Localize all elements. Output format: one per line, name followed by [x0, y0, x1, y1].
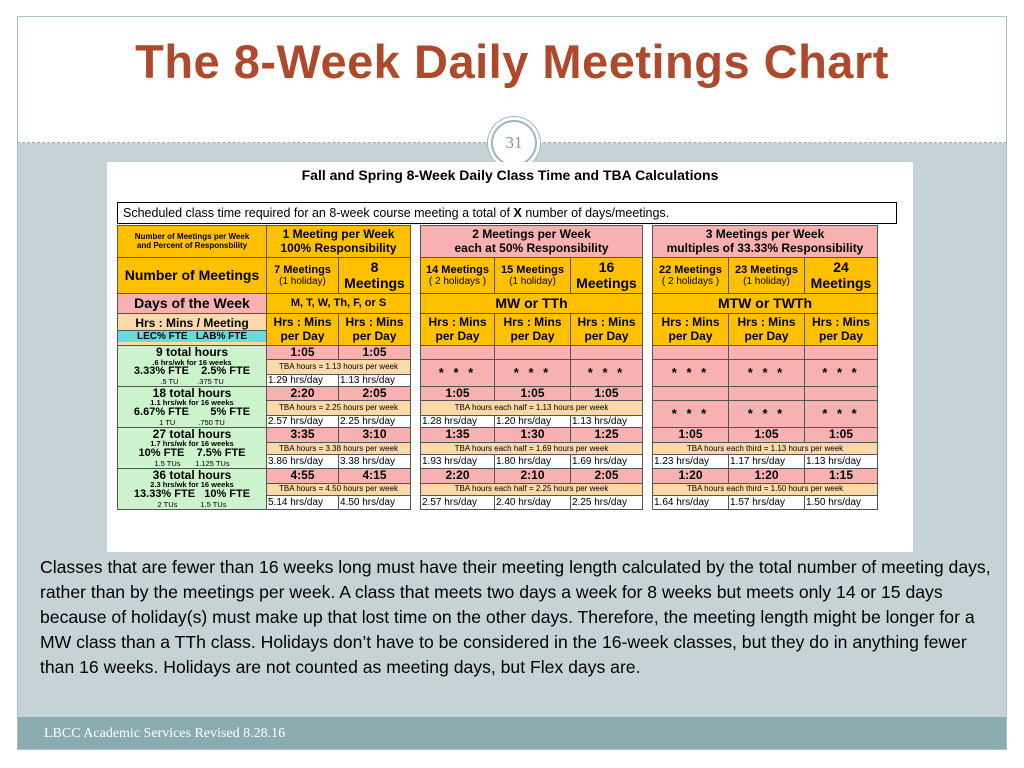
meetings-grid	[117, 225, 878, 510]
group2-header: 2 Meetings per Week each at 50% Responsibility	[421, 226, 643, 258]
tba-cell: TBA hours each half = 2.25 hours per week	[421, 484, 643, 496]
time-cell: 2:20	[267, 386, 339, 400]
tba-cell: TBA hours each half = 1.69 hours per week	[421, 443, 643, 455]
hrs-day-cell: 1.64 hrs/day	[653, 496, 729, 509]
corner-header: Number of Meetings per Week and Percent of Responsbility	[118, 226, 267, 258]
num-meetings-label: Number of Meetings	[118, 258, 267, 294]
tba-cell: TBA hours each third = 1.50 hours per week	[653, 484, 878, 496]
time-cell: 1:05	[421, 386, 495, 400]
hrs-day-cell: 1.50 hrs/day	[805, 496, 878, 509]
tba-cell: TBA hours = 3.38 hours per week	[267, 443, 411, 455]
hrs-day-cell: 1.80 hrs/day	[495, 455, 571, 468]
hrs-day-cell: 1.23 hrs/day	[653, 455, 729, 468]
hrs-day-cell: 2.25 hrs/day	[571, 496, 643, 509]
time-cell: 1:05	[571, 386, 643, 400]
hrs-day-cell: 1.13 hrs/day	[571, 415, 643, 427]
hrs-day-cell: 3.38 hrs/day	[339, 455, 411, 468]
na-cell: * * *	[729, 401, 805, 428]
slide-title: The 8-Week Daily Meetings Chart	[135, 35, 889, 88]
footer-bar	[18, 717, 1006, 749]
meetings-cell: 8 Meetings	[339, 258, 411, 294]
time-cell: 2:05	[339, 386, 411, 400]
days-cell: M, T, W, Th, F, or S	[267, 294, 411, 314]
meetings-cell: 16 Meetings	[571, 258, 643, 294]
hrs-day-cell: 1.28 hrs/day	[421, 415, 495, 427]
hrs-day-cell: 2.57 hrs/day	[421, 496, 495, 509]
hrs-label: Hrs : Mins / Meeting LEC% FTE LAB% FTE	[118, 314, 267, 346]
meetings-cell: 14 Meetings ( 2 holidays )	[421, 258, 495, 294]
tba-cell: TBA hours = 2.25 hours per week	[267, 401, 411, 416]
hrs-day-cell: 1.13 hrs/day	[339, 374, 411, 386]
time-cell: 3:35	[267, 427, 339, 443]
hrs-day-cell: 1.93 hrs/day	[421, 455, 495, 468]
na-cell: * * *	[653, 360, 729, 387]
hrs-day-cell: 2.25 hrs/day	[339, 415, 411, 427]
col-head: Hrs : Mins per Day	[729, 314, 805, 346]
group3-header: 3 Meetings per Week multiples of 33.33% Responsibility	[653, 226, 878, 258]
time-cell: 2:10	[495, 468, 571, 484]
time-cell: 1:20	[653, 468, 729, 484]
meetings-cell: 23 Meetings (1 holiday)	[729, 258, 805, 294]
meetings-cell: 24 Meetings	[805, 258, 878, 294]
days-label: Days of the Week	[118, 294, 267, 314]
tba-cell: TBA hours each third = 1.13 hours per week	[653, 443, 878, 455]
time-cell: 4:55	[267, 468, 339, 484]
row-label-27: 27 total hours 1.7 hrs/wk for 16 weeks 10% FTE 7.5% FTE 1.5 TUs 1.125 TUs	[118, 427, 267, 468]
na-cell: * * *	[805, 401, 878, 428]
hrs-day-cell: 1.17 hrs/day	[729, 455, 805, 468]
time-cell: 1:05	[339, 346, 411, 360]
na-cell: * * *	[571, 360, 643, 387]
time-cell: 1:35	[421, 427, 495, 443]
col-head: Hrs : Mins per Day	[339, 314, 411, 346]
na-cell: * * *	[495, 360, 571, 387]
row-label-9: 9 total hours .6 hrs/wk for 16 weeks 3.33% FTE 2.5% FTE .5 TU .375 TU	[118, 346, 267, 387]
hrs-day-cell: 1.20 hrs/day	[495, 415, 571, 427]
days-cell: MTW or TWTh	[653, 294, 878, 314]
group1-header: 1 Meeting per Week 100% Responsibility	[267, 226, 411, 258]
time-cell: 1:25	[571, 427, 643, 443]
col-head: Hrs : Mins per Day	[805, 314, 878, 346]
hrs-day-cell: 4.50 hrs/day	[339, 496, 411, 509]
col-head: Hrs : Mins per Day	[267, 314, 339, 346]
time-cell: 1:05	[729, 427, 805, 443]
hrs-day-cell: 3.86 hrs/day	[267, 455, 339, 468]
page-number-badge: 31	[491, 120, 537, 166]
time-cell: 3:10	[339, 427, 411, 443]
table-title: Fall and Spring 8-Week Daily Class Time and TBA Calculations	[301, 167, 719, 183]
time-cell: 1:15	[805, 468, 878, 484]
time-cell: 1:05	[495, 386, 571, 400]
time-cell: 1:05	[267, 346, 339, 360]
hrs-day-cell: 5.14 hrs/day	[267, 496, 339, 509]
row-label-36: 36 total hours 2.3 hrs/wk for 16 weeks 13.33% FTE 10% FTE 2 TUs 1.5 TUs	[118, 468, 267, 509]
col-head: Hrs : Mins per Day	[495, 314, 571, 346]
meetings-cell: 7 Meetings (1 holiday)	[267, 258, 339, 294]
hrs-day-cell: 1.13 hrs/day	[805, 455, 878, 468]
col-head: Hrs : Mins per Day	[653, 314, 729, 346]
na-cell: * * *	[421, 360, 495, 387]
na-cell: * * *	[729, 360, 805, 387]
hrs-day-cell: 1.29 hrs/day	[267, 374, 339, 386]
time-cell: 2:20	[421, 468, 495, 484]
explanation-paragraph: Classes that are fewer than 16 weeks long must have their meeting length calculated by the total number of meeting days, rather than by the meetings per week. A class that meets two days a week for 8 weeks but meets only 14 or 15 days because of holiday(s) must make up that lost time on the other days. Therefore, the meeting length might be longer for a MW class than a TTh class. Holidays don’t have to be considered in the 16-week classes, but they do in anything fewer than 16 weeks. Holidays are not counted as meeting days, but Flex days are.	[40, 557, 991, 677]
col-head: Hrs : Mins per Day	[421, 314, 495, 346]
col-head: Hrs : Mins per Day	[571, 314, 643, 346]
row-label-18: 18 total hours 1.1 hrs/wk for 16 weeks 6.67% FTE 5% FTE 1 TU .750 TU	[118, 386, 267, 427]
time-cell: 1:30	[495, 427, 571, 443]
na-cell: * * *	[653, 401, 729, 428]
na-cell: * * *	[805, 360, 878, 387]
hrs-day-cell: 1.57 hrs/day	[729, 496, 805, 509]
footer-text: LBCC Academic Services Revised 8.28.16	[44, 726, 286, 741]
tba-cell: TBA hours = 1.13 hours per week	[267, 360, 411, 375]
time-cell: 4:15	[339, 468, 411, 484]
hrs-day-cell: 1.69 hrs/day	[571, 455, 643, 468]
hrs-day-cell: 2.57 hrs/day	[267, 415, 339, 427]
hrs-day-cell: 2.40 hrs/day	[495, 496, 571, 509]
tba-cell: TBA hours each half = 1.13 hours per week	[421, 401, 643, 416]
days-cell: MW or TTh	[421, 294, 643, 314]
tba-cell: TBA hours = 4.50 hours per week	[267, 484, 411, 496]
meetings-cell: 22 Meetings ( 2 holidays )	[653, 258, 729, 294]
meetings-cell: 15 Meetings (1 holiday)	[495, 258, 571, 294]
calculation-table-image	[107, 162, 913, 552]
time-cell: 1:20	[729, 468, 805, 484]
time-cell: 1:05	[805, 427, 878, 443]
time-cell: 1:05	[653, 427, 729, 443]
time-cell: 2:05	[571, 468, 643, 484]
scheduled-time-caption: Scheduled class time required for an 8-week course meeting a total of X number of days/meetings.	[117, 202, 897, 224]
